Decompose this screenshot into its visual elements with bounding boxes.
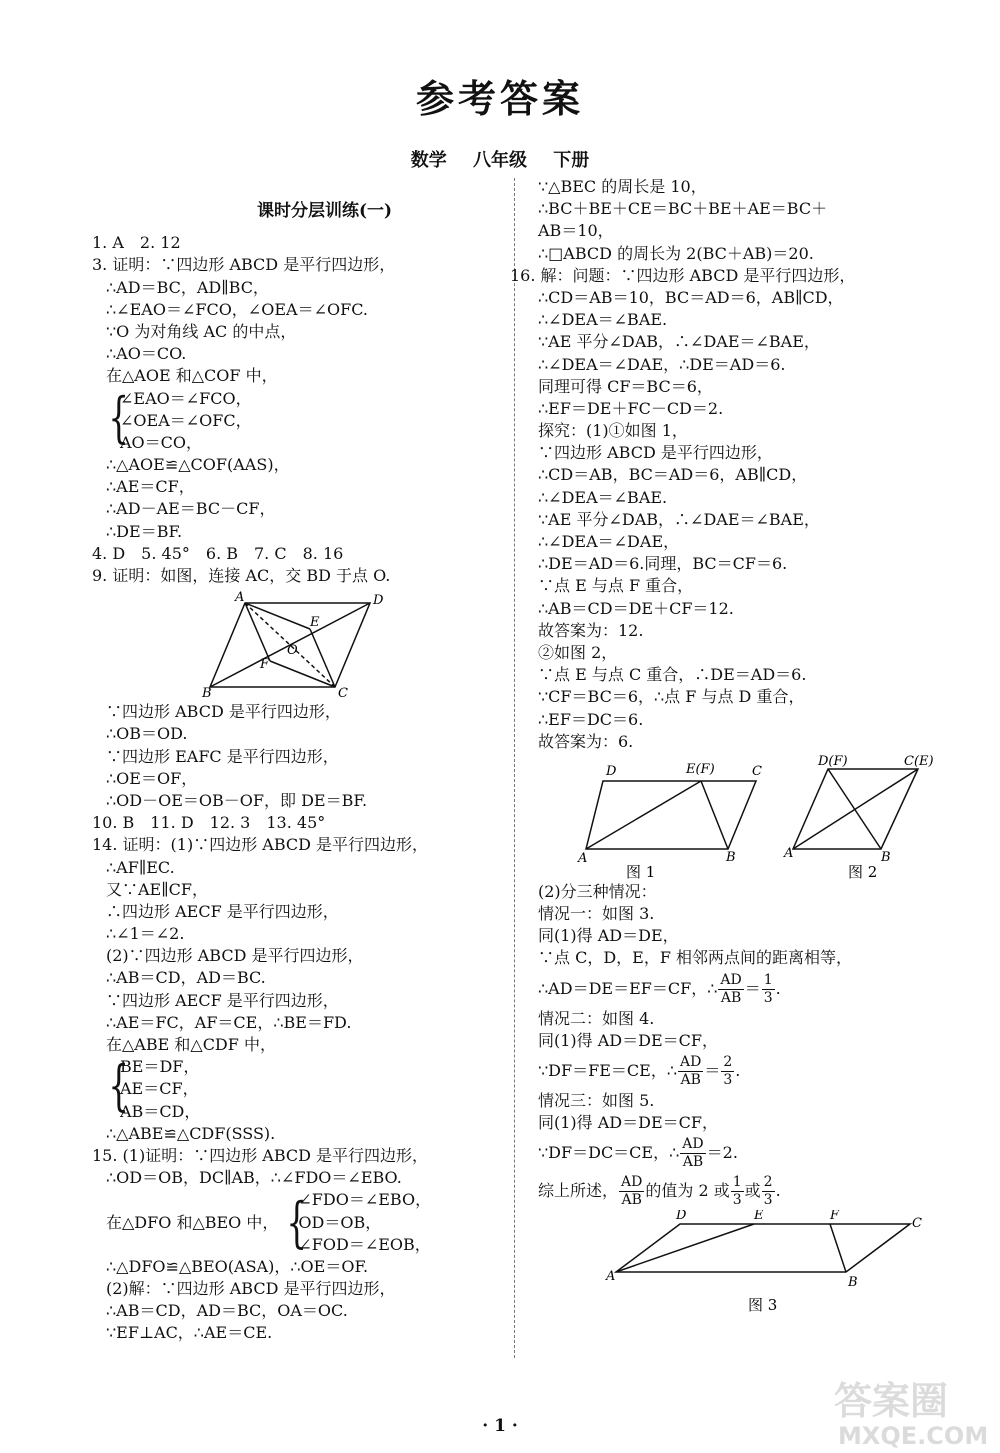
- point-label: B: [202, 686, 212, 700]
- answer-line: ∴AE＝CF，: [106, 477, 195, 497]
- fig3-ae: [616, 1224, 754, 1272]
- answer-line: AO＝CO，: [120, 432, 203, 452]
- answer-text: ＝2.: [706, 1143, 738, 1163]
- answer-line: ∴AB＝CD，AD＝BC.: [106, 968, 266, 988]
- answer-line: ∵点 E 与点 F 重合，: [538, 576, 694, 596]
- answer-text: .: [775, 1181, 781, 1201]
- point-label: D: [373, 593, 384, 609]
- denominator: AB: [682, 1154, 704, 1171]
- answer-line: 同理可得 CF＝BC＝6，: [538, 376, 713, 396]
- answer-line: 在△ABE 和△CDF 中，: [106, 1035, 276, 1055]
- answer-line: ∴△AOE≌△COF(AAS)，: [106, 455, 290, 475]
- answer-line: ∵O 为对角线 AC 的中点，: [106, 321, 297, 341]
- point-label: A: [578, 850, 588, 866]
- figure-caption: 图 1: [626, 862, 656, 881]
- brace-group: [92, 1056, 507, 1123]
- answer-line: ∴CD＝AB，BC＝AD＝6，AB∥CD，: [538, 465, 808, 485]
- answer-line: ∴AE＝FC，AF＝CE，∴BE＝FD.: [106, 1012, 352, 1032]
- answer-line: ∴AD－AE＝BC－CF，: [106, 499, 276, 519]
- answer-line: 4. D 5. 45° 6. B 7. C 8. 16: [92, 543, 344, 563]
- point-label: F: [830, 1210, 840, 1224]
- answer-line: 9. 证明：如图，连接 AC，交 BD 于点 O.: [92, 566, 391, 586]
- answer-line: ∴AF∥EC.: [106, 857, 175, 877]
- answer-line: ∴DE＝AD＝6.同理，BC＝CF＝6.: [538, 554, 788, 574]
- point-label: C(E): [904, 753, 934, 769]
- point-label: E(F): [686, 761, 715, 777]
- answer-line: ∠OEA＝∠OFC，: [120, 410, 252, 430]
- answer-line: AE＝CF，: [120, 1079, 199, 1099]
- answer-line: ∠FDO＝∠EBO，: [298, 1190, 432, 1210]
- point-label: A: [235, 590, 245, 606]
- answer-line: 情况二：如图 4.: [538, 1008, 655, 1028]
- fraction-two-thirds: [721, 1054, 734, 1089]
- answer-line: 15. (1)证明：∵四边形 ABCD 是平行四边形，: [92, 1145, 429, 1165]
- answer-line: ∴∠DEA＝∠BAE.: [538, 487, 668, 507]
- answer-line: 探究：(1)①如图 1，: [538, 421, 688, 441]
- formula-line: [538, 1134, 968, 1172]
- answer-line: ∵△BEC 的周长是 10，: [538, 177, 707, 196]
- answer-line: ∴△DFO≌△BEO(ASA)，∴OE＝OF.: [106, 1256, 369, 1276]
- answer-text: 综上所述，: [538, 1181, 619, 1201]
- answer-line: ∴OD－OE＝OB－OF，即 DE＝BF.: [106, 790, 368, 810]
- answer-line: OD＝OB，: [298, 1212, 382, 1232]
- answer-text: ∵DF＝DC＝CE，∴: [538, 1143, 680, 1163]
- watermark-bottom: MXQE.COM: [838, 1422, 988, 1450]
- figure-9: [92, 589, 507, 699]
- answer-line: 1. A 2. 12: [92, 233, 181, 253]
- answer-line: ∴CD＝AB＝10，BC＝AD＝6，AB∥CD，: [538, 287, 844, 307]
- numerator: AD: [682, 1136, 704, 1153]
- numerator: AD: [621, 1174, 643, 1191]
- denominator: AB: [680, 1072, 701, 1088]
- answer-line: 故答案为：6.: [538, 731, 634, 751]
- point-label: C: [338, 686, 348, 700]
- answer-line: ∵EF⊥AC，∴AE＝CE.: [106, 1323, 273, 1343]
- answer-line: ∵AE 平分∠DAB，∴∠DAE＝∠BAE，: [538, 332, 820, 352]
- answer-line: AB＝CD，: [120, 1101, 201, 1121]
- denominator: 3: [723, 1072, 733, 1088]
- answer-text: 或: [744, 1181, 761, 1201]
- answer-line: ∵四边形 ABCD 是平行四边形，: [106, 702, 341, 722]
- answer-line: 同(1)得 AD＝DE＝CF，: [538, 1030, 718, 1050]
- answer-line: ∠EAO＝∠FCO，: [120, 388, 252, 408]
- brace-group: [92, 1189, 507, 1256]
- answer-line: (2)∵四边形 ABCD 是平行四边形，: [106, 946, 364, 966]
- answer-line: 情况三：如图 5.: [538, 1091, 655, 1110]
- point-label: A: [784, 845, 794, 861]
- volume: 下册: [553, 150, 590, 171]
- answer-line: ∴∠EAO＝∠FCO，∠OEA＝∠OFC.: [106, 299, 368, 319]
- watermark-top: 答案圈: [834, 1379, 949, 1423]
- brace-symbol: {: [286, 1190, 308, 1254]
- point-label: C: [912, 1216, 922, 1232]
- answer-line: 14. 证明：(1)∵四边形 ABCD 是平行四边形，: [92, 835, 429, 855]
- numerator: 2: [723, 1054, 733, 1070]
- fig1-be: [701, 781, 728, 849]
- fraction-ad-ab: [619, 1174, 644, 1209]
- brace-group: [92, 385, 507, 455]
- formula-line: ∴AD＝DE＝EF＝CF，∴ $\frac{AD}{AB}$ ＝ $\frac{1}{3}$ .: [538, 971, 781, 1006]
- answer-line: ②如图 2，: [538, 642, 618, 662]
- answer-line: ∴AB＝CD＝DE＋CF＝12.: [538, 598, 734, 618]
- answer-line: ∴∠1＝∠2.: [106, 924, 185, 944]
- point-label: B: [881, 849, 891, 865]
- answer-line: ∵四边形 ABCD 是平行四边形，: [538, 443, 773, 463]
- answer-line: ∠FOD＝∠EOB，: [298, 1234, 431, 1254]
- answer-line: 同(1)得 AD＝DE，: [538, 926, 679, 946]
- numerator: 1: [732, 1174, 742, 1191]
- fig2-bd: [828, 769, 881, 849]
- watermark-logo: [828, 1372, 988, 1450]
- point-label: A: [606, 1269, 616, 1285]
- point-label: D(F): [818, 753, 848, 769]
- answer-line: ∴EF＝DE＋FC－CD＝2.: [538, 398, 724, 418]
- numerator: AD: [680, 1054, 702, 1070]
- answer-line: ∵四边形 AECF 是平行四边形，: [106, 990, 339, 1010]
- formula-line: [538, 1172, 968, 1210]
- point-label: F: [260, 657, 270, 673]
- answer-line: 3. 证明：∵四边形 ABCD 是平行四边形，: [92, 255, 396, 275]
- denominator: 3: [763, 989, 773, 1006]
- answer-line: ∵CF＝BC＝6，∴点 F 与点 D 重合，: [538, 687, 805, 707]
- point-label: B: [848, 1275, 858, 1291]
- fig1-ae: [586, 781, 701, 849]
- answer-line: 同(1)得 AD＝DE＝CF，: [538, 1113, 718, 1133]
- numerator: 2: [763, 1174, 773, 1191]
- figure-3: [538, 1210, 968, 1320]
- fraction-one-third: [762, 972, 775, 1007]
- fraction-ad-ab: [718, 972, 743, 1007]
- numerator: AD: [720, 971, 742, 988]
- answer-line: ∵点 E 与点 C 重合，∴DE＝AD＝6.: [538, 665, 807, 685]
- answer-text: ∴AD＝DE＝EF＝CF，∴: [538, 978, 718, 998]
- answer-line: ∵AE 平分∠DAB，∴∠DAE＝∠BAE，: [538, 509, 820, 529]
- fraction-two-thirds: [762, 1174, 775, 1209]
- answer-line: (2)解：∵四边形 ABCD 是平行四边形，: [106, 1279, 396, 1299]
- answer-line: AB＝10，: [538, 221, 614, 241]
- denominator: 3: [732, 1192, 742, 1209]
- answer-line: ∴∠DEA＝∠BAE.: [538, 310, 668, 330]
- fig1-parallelogram: [586, 781, 756, 849]
- answer-line: ∴OE＝OF，: [106, 768, 198, 788]
- point-label: E: [310, 615, 320, 631]
- left-column: [92, 176, 507, 1345]
- figures-1-2: [538, 753, 968, 881]
- denominator: 3: [763, 1192, 773, 1209]
- page-subtitle: [0, 146, 1000, 172]
- denominator: AB: [720, 989, 742, 1006]
- point-label: D: [606, 763, 617, 779]
- fig3-parallelogram: [616, 1224, 910, 1272]
- grade: 八年级: [473, 150, 527, 171]
- point-label: B: [726, 849, 736, 865]
- answer-line: BE＝DF，: [120, 1057, 200, 1077]
- answer-line: ∴BC＋BE＋CE＝BC＋BE＋AE＝BC＋: [538, 199, 828, 219]
- subject: 数学: [410, 150, 447, 171]
- column-divider: [514, 178, 515, 1358]
- brace-symbol: {: [108, 385, 130, 449]
- brace-symbol: {: [108, 1054, 130, 1118]
- figure-caption: 图 2: [848, 862, 878, 881]
- answer-line: 又∵AE∥CF，: [106, 879, 208, 899]
- answer-line: 在△AOE 和△COF 中，: [106, 366, 278, 386]
- point-label: C: [752, 763, 762, 779]
- answer-text: ∵DF＝FE＝CE，∴: [538, 1061, 677, 1080]
- answer-line: ∵点 C，D，E，F 相邻两点间的距离相等，: [538, 948, 853, 968]
- answer-line: 情况一：如图 3.: [538, 904, 655, 924]
- answer-line: ∴AD＝BC，AD∥BC，: [106, 277, 269, 297]
- page-title: 参考答案: [415, 76, 584, 121]
- answer-line: ∴□ABCD 的周长为 2(BC＋AB)＝20.: [538, 243, 814, 263]
- section-title: 课时分层训练(一): [256, 201, 393, 221]
- answer-line: ∴∠DEA＝∠DAE，∴DE＝AD＝6.: [538, 354, 786, 374]
- numerator: 1: [763, 971, 773, 988]
- answer-line: ∴∠DEA＝∠DAE，: [538, 532, 680, 551]
- answer-line: 10. B 11. D 12. 3 13. 45°: [92, 813, 326, 833]
- fig3-bf: [830, 1224, 846, 1272]
- page-number: · 1 ·: [482, 1416, 518, 1436]
- answer-line: 故答案为：12.: [538, 620, 644, 640]
- answer-line: ∴EF＝DC＝6.: [538, 709, 644, 729]
- fraction-ad-ab: [680, 1136, 705, 1171]
- point-label: O: [287, 643, 298, 659]
- denominator: AB: [621, 1192, 642, 1209]
- answer-line: ∴△ABE≌△CDF(SSS).: [106, 1123, 276, 1143]
- right-column: [510, 176, 968, 1320]
- answer-line: 16. 解：问题：∵四边形 ABCD 是平行四边形，: [510, 265, 856, 285]
- point-label: D: [676, 1210, 687, 1224]
- answer-line: ∴AO＝CO.: [106, 344, 187, 364]
- answer-line: 在△DFO 和△BEO 中，: [106, 1212, 279, 1232]
- answer-line: ∴AB＝CD，AD＝BC，OA＝OC.: [106, 1301, 348, 1321]
- formula-line: ∵DF＝FE＝CE，∴ $\frac{AD}{AB}$ ＝ $\frac{2}{3}$ .: [538, 1054, 741, 1088]
- answer-line: ∴OB＝OD.: [106, 724, 188, 744]
- point-label: E: [754, 1210, 764, 1224]
- answer-line: ∴OD＝OB，DC∥AB，∴∠FDO＝∠EBO.: [106, 1168, 402, 1188]
- answer-line: ∴DE＝BF.: [106, 521, 183, 541]
- answer-line: ∴四边形 AECF 是平行四边形，: [106, 901, 339, 921]
- answer-line: (2)分三种情况：: [538, 881, 657, 901]
- answer-line: ∵四边形 EAFC 是平行四边形，: [106, 746, 339, 766]
- fraction-ad-ab: [678, 1054, 703, 1089]
- answer-text: 的值为 2 或: [645, 1181, 730, 1201]
- fraction-one-third: [731, 1174, 744, 1209]
- figure-caption: 图 3: [748, 1296, 778, 1315]
